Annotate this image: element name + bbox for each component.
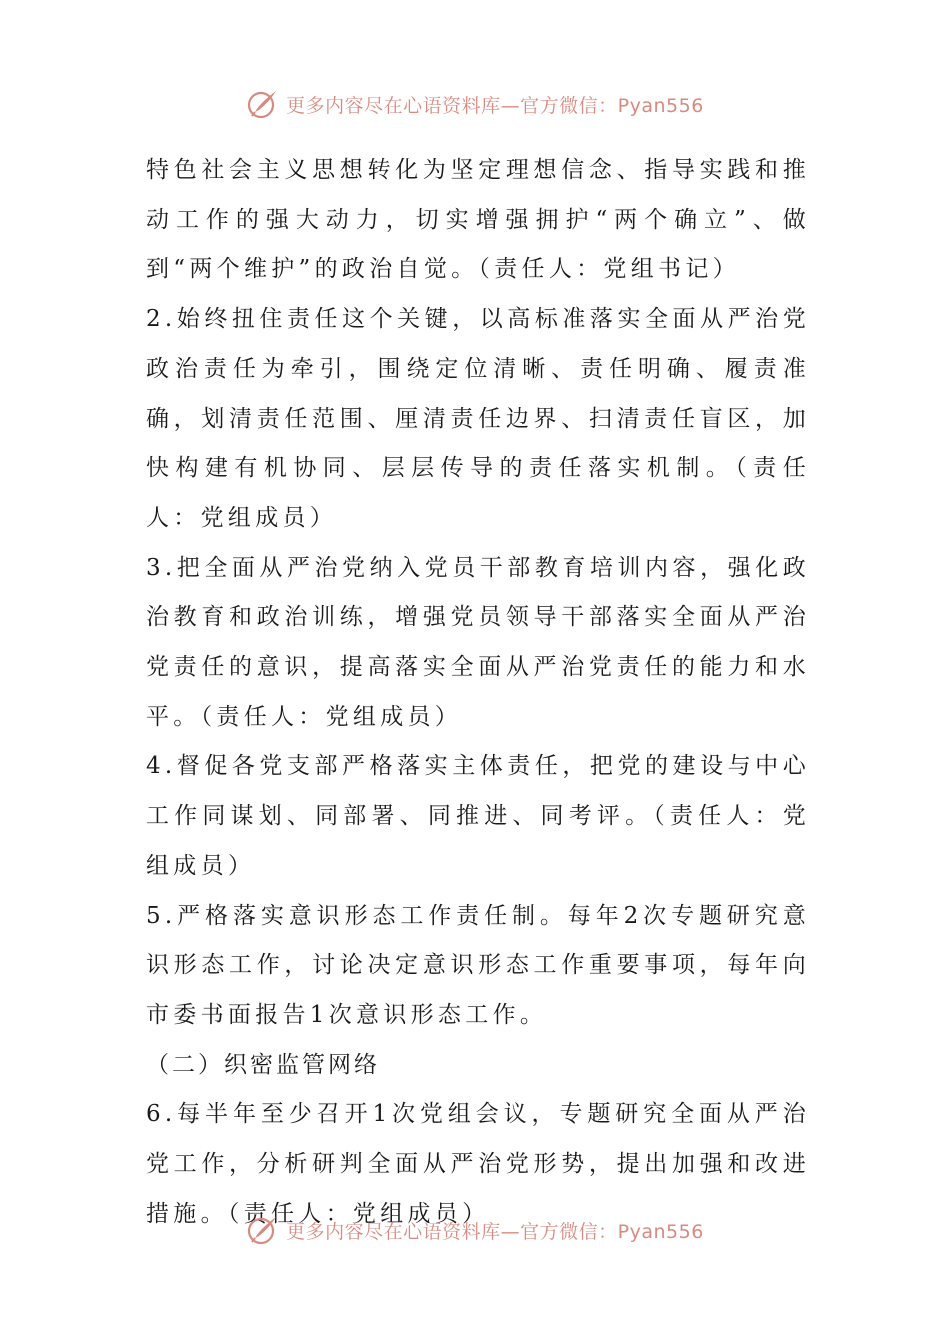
watermark-text: 更多内容尽在心语资料库—官方微信：Pyan556: [286, 94, 704, 117]
watermark-text: 更多内容尽在心语资料库—官方微信：Pyan556: [286, 1220, 704, 1243]
paragraph-continuation: 特色社会主义思想转化为坚定理想信念、指导实践和推动工作的强大动力，切实增强拥护“两个确立”、做到“两个维护”的政治自觉。（责任人：党组书记）: [146, 157, 810, 283]
paragraph-item-6: 6.每半年至少召开1次党组会议，专题研究全面从严治党工作，分析研判全面从严治党形势，提出加强和改进措施。（责任人：党组成员）: [146, 1101, 810, 1227]
paragraph-item-2: 2.始终扭住责任这个关键，以高标准落实全面从严治党政治责任为牵引，围绕定位清晰、责任明确、履责准确，划清责任范围、厘清责任边界、扫清责任盲区，加快构建有机协同、层层传导的责任落实机制。（责任人：党组成员）: [146, 306, 810, 531]
watermark-header: [0, 82, 950, 126]
document-body: [146, 146, 810, 1239]
paragraph-item-5: 5.严格落实意识形态工作责任制。每年2次专题研究意识形态工作，讨论决定意识形态工作重要事项，每年向市委书面报告1次意识形态工作。: [146, 902, 810, 1028]
paragraph-item-3: 3.把全面从严治党纳入党员干部教育培训内容，强化政治教育和政治训练，增强党员领导干部落实全面从严治党责任的意识，提高落实全面从严治党责任的能力和水平。（责任人：党组成员）: [146, 554, 810, 730]
quill-logo-icon: [246, 87, 280, 121]
quill-logo-icon: [246, 1213, 280, 1247]
paragraph-item-4: 4.督促各党支部严格落实主体责任，把党的建设与中心工作同谋划、同部署、同推进、同考评。（责任人：党组成员）: [146, 753, 810, 879]
watermark-footer: [0, 1208, 950, 1252]
section-heading: （二）织密监管网络: [146, 1051, 380, 1078]
